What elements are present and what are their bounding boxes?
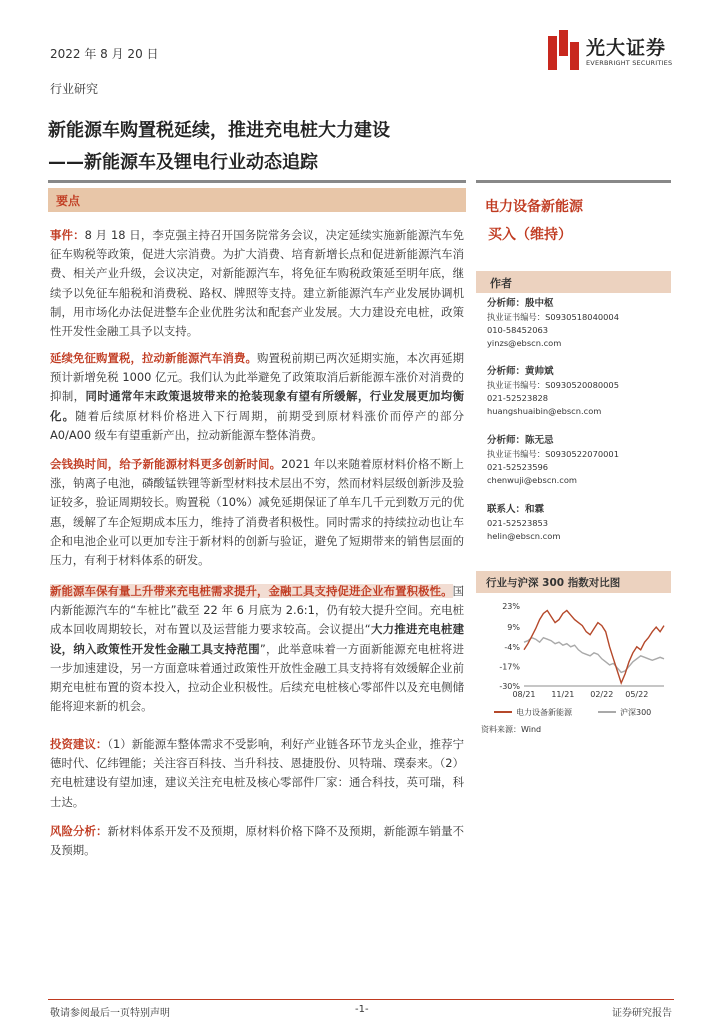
series-line [524,611,664,684]
analyst-name: 分析师：殷中枢 [487,298,554,309]
y-tick-label: 9% [507,623,520,633]
risk-label: 风险分析： [50,824,108,838]
legend-label: 电力设备新能源 [516,708,572,717]
charging-text-a: 国内新能源汽车的“车桩比”截至 22 年 6 月底为 2.6:1，仍有较大提升空间。充电桩成本回收周期较长，对布置以及运营能力要求较高。会议提出“ [50,584,464,637]
materials-text: 2021 年以来随着原材料价格不断上涨，钠离子电池，磷酸锰铁锂等新型材料技术层出不穷，然而材料层级创新涉及验证较多，验证周期较长。购置税（10%）减免延期保证了单车几千元到数万元的优惠，缓解了车企短期成本压力，维持了消费者积极性。同时需求的持续拉动也让车企和电池企业可以更加专注于新材料的创新与验证，避免了短期带来的销售层面的压力，有利于材料体系的研发。 [50,457,464,568]
key-points-heading-label: 要点 [56,194,81,208]
logo-name: 光大证券 [586,37,667,59]
report-title: 新能源车购置税延续，推进充电桩大力建设 [48,120,390,141]
purchase-tax-text-a: 购置税前期已两次延期实施，本次再延期预计新增免税 1000 亿元。我们认为此举避免了政策取消后新能源车涨价对消费的抑制， [50,351,464,404]
analyst-card [487,433,672,487]
chart-heading [476,571,671,593]
divider [48,180,466,183]
x-tick-label: 05/22 [625,690,649,699]
analyst-phone: 010-58452063 [487,325,549,335]
analyst-email: huangshuaibin@ebscn.com [487,406,602,416]
x-tick-label: 11/21 [551,690,575,699]
divider [476,180,671,183]
footer-disclaimer: 敬请参阅最后一页特别声明 [50,1008,170,1019]
event-label: 事件： [50,228,85,242]
y-tick-label: -4% [504,642,520,652]
logo-english: EVERBRIGHT SECURITIES [586,59,673,67]
analyst-email: chenwuji@ebscn.com [487,475,578,485]
authors-heading-label: 作者 [490,277,512,290]
paragraph-event [50,226,464,341]
y-tick-label: -30% [499,682,520,691]
y-tick-label: -17% [499,662,520,672]
risk-text: 新材料体系开发不及预期，原材料价格下降不及预期，新能源车销量不及预期。 [50,824,464,858]
page-number: -1- [355,1004,369,1015]
paragraph-materials [50,455,464,570]
x-tick-label: 02/22 [590,690,614,699]
analyst-phone: 021-52523828 [487,393,549,403]
contact-name: 联系人：和霖 [487,504,545,515]
authors-heading [476,271,671,293]
charging-text-c: ”，此举意味着一方面新能源充电桩将进一步加速建设，另一方面意味着通过政策性开放性金融工具支持将有效缓解企业前期充电桩布置的资本投入，拉动企业积极性。后续充电桩核心零部件以及充电侧储能将迎来新的机会。 [50,641,464,714]
report-category: 行业研究 [50,82,99,96]
contact-card [487,502,672,543]
investment-label: 投资建议： [50,737,108,751]
analyst-email: yinzs@ebscn.com [487,338,562,348]
paragraph-charging [50,582,464,716]
paragraph-purchase-tax [50,349,464,445]
series-line [524,638,664,673]
purchase-tax-text-b: 同时通常年末政策退坡带来的抢装现象有望有所缓解，行业发展更加均衡化。 [50,389,464,423]
paragraph-investment [50,735,464,812]
everbright-logo-icon [548,30,582,70]
report-subtitle: ——新能源车及锂电行业动态追踪 [48,152,318,173]
analyst-card [487,296,672,350]
comparison-chart [476,596,672,738]
paragraph-risk [50,822,464,860]
x-tick-label: 08/21 [512,690,536,699]
footer-divider [48,999,674,1000]
analyst-cert: 执业证书编号：S0930522070001 [487,449,619,459]
y-tick-label: 23% [502,602,520,611]
contact-phone: 021-52523853 [487,518,549,528]
key-points-heading [48,188,466,212]
footer-report-type: 证券研究报告 [612,1008,672,1019]
purchase-tax-label: 延续免征购置税，拉动新能源汽车消费。 [50,351,258,365]
report-date: 2022 年 8 月 20 日 [50,47,159,61]
brand-logo [548,30,688,70]
sector-name: 电力设备新能源 [485,199,583,215]
legend-label: 沪深300 [620,708,652,717]
contact-email: helin@ebscn.com [487,531,561,541]
analyst-name: 分析师：黄帅斌 [487,366,554,377]
investment-text: （1）新能源车整体需求不受影响，利好产业链各环节龙头企业，推荐宁德时代、亿纬锂能；关注容百科技、当升科技、恩捷股份、贝特瑞、璞泰来。（2）充电桩建设有望加速，建议关注充电桩及核心零部件厂家：通合科技，英可瑞，科士达。 [50,737,464,809]
charging-label: 新能源车保有量上升带来充电桩需求提升，金融工具支持促进企业布置积极性。 [50,584,453,598]
rating: 买入（维持） [488,227,572,243]
event-text: 8 月 18 日，李克强主持召开国务院常务会议，决定延续实施新能源汽车免征车购税等政策，促进大宗消费。为扩大消费、培育新增长点和促进新能源汽车消费、相关产业升级，会议决定，对新能源汽车，将免征车购税政策延至明年底，继续予以免征车船税和消费税、路权、牌照等支持。建立新能源汽车产业发展协调机制，用市场化办法促进整车企业优胜劣汰和配套产业发展。大力建设充电桩，政策性开发性金融工具予以支持。 [50,228,464,339]
charging-text-b: 大力推进充电桩建设，纳入政策性开发性金融工具支持范围 [50,622,464,656]
analyst-phone: 021-52523596 [487,462,549,472]
analyst-cert: 执业证书编号：S0930518040004 [487,312,619,322]
analyst-card [487,364,672,418]
chart-heading-label: 行业与沪深 300 指数对比图 [486,577,621,589]
analyst-cert: 执业证书编号：S0930520080005 [487,380,619,390]
purchase-tax-text-c: 随着后续原材料价格进入下行周期，前期受到原材料涨价而停产的部分 A0/A00 级车有望重新产出，拉动新能源车整体消费。 [50,408,464,442]
analyst-name: 分析师：陈无忌 [487,435,554,446]
chart-source: 资料来源：Wind [481,725,542,734]
materials-label: 会钱换时间，给予新能源材料更多创新时间。 [50,457,282,471]
